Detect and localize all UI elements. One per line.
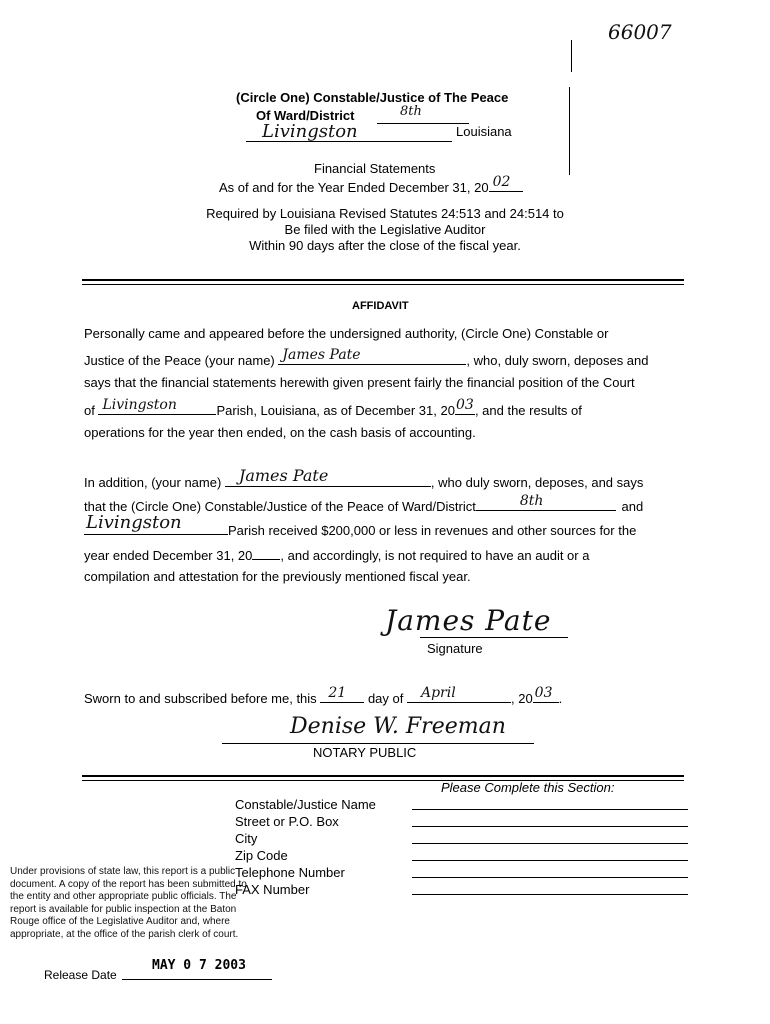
- field-input-street[interactable]: [412, 826, 688, 827]
- p1-parish: Livingston: [102, 397, 177, 413]
- signature-label: Signature: [427, 641, 483, 656]
- sworn-line: Sworn to and subscribed before me, this 21 day of April , 20 03 .: [84, 685, 563, 706]
- field-input-telephone[interactable]: [412, 877, 688, 878]
- notary-label: NOTARY PUBLIC: [313, 745, 417, 760]
- release-note-line: document. A copy of the report has been submitted to: [10, 878, 247, 890]
- p2-line3-post: Parish received $200,000 or less in revenues and other sources for the: [228, 523, 637, 538]
- field-label-city: City: [235, 831, 258, 846]
- p1-parish-field: [98, 397, 216, 415]
- req-line-2: Be filed with the Legislative Auditor: [284, 222, 486, 237]
- p2-name-label: In addition, (your name): [84, 475, 222, 490]
- p2-line1-post: , who duly sworn, deposes, and says: [430, 475, 644, 490]
- sworn-month: April: [420, 685, 456, 701]
- release-date-line: [122, 979, 272, 980]
- req-line-3: Within 90 days after the close of the fiscal year.: [249, 238, 521, 253]
- field-input-zip[interactable]: [412, 860, 688, 861]
- notary-signature: Denise W. Freeman: [290, 714, 506, 739]
- fs-year: 02: [492, 174, 511, 190]
- p2-line4-post: , and accordingly, is not required to have an audit or a: [280, 548, 590, 563]
- field-label-zip: Zip Code: [235, 848, 288, 863]
- header-rule-bottom: [82, 284, 684, 285]
- release-note-line: appropriate, at the office of the parish clerk of court.: [10, 928, 239, 940]
- ward-label: Of Ward/District: [256, 108, 355, 123]
- p2-ward-field: [476, 493, 616, 511]
- fs-date-prefix: As of and for the Year Ended December 31, 20: [219, 180, 489, 195]
- p2-line2-pre: that the (Circle One) Constable/Justice of the Peace of Ward/District: [84, 499, 476, 514]
- affidavit-heading: AFFIDAVIT: [352, 300, 409, 312]
- p1-name-label: Justice of the Peace (your name): [84, 353, 275, 368]
- sworn-year-prefix: , 20: [510, 691, 533, 706]
- sworn-year: 03: [534, 685, 553, 701]
- sworn-year-field: [533, 685, 559, 703]
- release-note-line: Rouge office of the Legislative Auditor and, where: [10, 916, 230, 927]
- release-date-label: Release Date: [44, 968, 117, 982]
- p1-line2-post: , who, duly sworn, deposes and: [466, 353, 649, 368]
- p1-year: 03: [455, 397, 474, 413]
- release-note: [10, 866, 247, 941]
- affidavit-p2-line5: compilation and attestation for the previously mentioned fiscal year.: [84, 569, 471, 584]
- margin-mark: [569, 87, 570, 175]
- sworn-prefix: Sworn to and subscribed before me, this: [84, 691, 317, 706]
- affidavit-p2-line1: [84, 466, 644, 490]
- p1-of: of: [84, 403, 95, 418]
- fs-date: [219, 174, 523, 195]
- p2-name-field: [225, 466, 431, 487]
- notary-line: [222, 743, 534, 744]
- p2-line4-pre: year ended December 31, 20: [84, 548, 253, 563]
- release-note-line: report is available for public inspection at the Baton: [10, 903, 237, 915]
- field-input-name[interactable]: [412, 809, 688, 810]
- form-number: 66007: [608, 20, 672, 44]
- p2-year-field: [252, 545, 280, 560]
- parish-value: Livingston: [262, 121, 358, 142]
- section-rule-top: [82, 775, 684, 777]
- sworn-day: 21: [328, 685, 347, 701]
- affidavit-p1-line1: Personally came and appeared before the undersigned authority, (Circle One) Constable or: [84, 326, 609, 341]
- p1-name: James Pate: [282, 347, 361, 363]
- p1-line4-mid: Parish, Louisiana, as of December 31, 20: [216, 403, 455, 418]
- field-input-fax[interactable]: [412, 894, 688, 895]
- field-label-name: Constable/Justice Name: [235, 797, 376, 812]
- field-label-street: Street or P.O. Box: [235, 814, 339, 829]
- p2-parish: Livingston: [86, 512, 182, 533]
- margin-mark: [571, 40, 572, 72]
- affidavit-p1-line4: [84, 397, 582, 418]
- release-date-stamp: MAY 0 7 2003: [152, 958, 246, 973]
- sworn-month-field: [407, 685, 511, 703]
- p1-name-field: [278, 347, 466, 365]
- p1-year-field: [455, 397, 475, 415]
- state-label: Louisiana: [456, 124, 512, 139]
- header-title: (Circle One) Constable/Justice of The Peace: [236, 90, 509, 105]
- p1-line4-post: , and the results of: [474, 403, 582, 418]
- release-note-line: Under provisions of state law, this report is a public: [10, 866, 236, 877]
- affidavit-p1-line3: says that the financial statements herewith given present fairly the financial position of the Court: [84, 375, 635, 390]
- field-label-fax: FAX Number: [235, 882, 310, 897]
- sworn-day-field: [320, 685, 364, 703]
- req-line-1: Required by Louisiana Revised Statutes 24:513 and 24:514 to: [206, 206, 564, 221]
- release-note-line: the entity and other appropriate public officials. The: [10, 891, 237, 902]
- affidavit-p1-line5: operations for the year then ended, on the cash basis of accounting.: [84, 425, 476, 440]
- fs-year-field: [489, 174, 523, 192]
- complete-section-title: Please Complete this Section:: [441, 780, 615, 795]
- fs-title: Financial Statements: [314, 161, 436, 176]
- header-rule-top: [82, 279, 684, 281]
- sworn-day-label: day of: [367, 691, 404, 706]
- ward-value: 8th: [400, 104, 422, 119]
- affidavit-p1-line2: [84, 347, 649, 368]
- p2-and: and: [621, 499, 644, 514]
- affidavit-p2-line4: [84, 545, 589, 563]
- field-label-telephone: Telephone Number: [235, 865, 345, 880]
- p2-name: James Pate: [238, 466, 329, 485]
- signature-handwritten: James Pate: [385, 604, 552, 637]
- p2-parish-field: [84, 512, 228, 535]
- signature-line: [420, 637, 568, 638]
- field-input-city[interactable]: [412, 843, 688, 844]
- p2-ward: 8th: [519, 493, 544, 509]
- affidavit-p2-line3: [84, 512, 637, 538]
